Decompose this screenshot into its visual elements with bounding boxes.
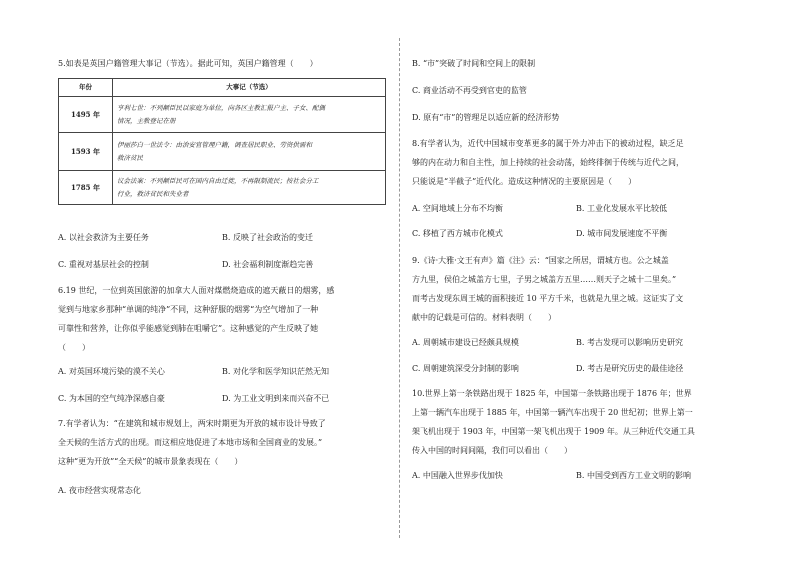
q7-line: 这种“更为开放”“全天候”的城市景象表现在（ ） <box>58 457 243 466</box>
q7-option-a[interactable]: A. 夜市经营实现常态化 <box>58 486 141 495</box>
table-header-year: 年份 <box>59 79 113 97</box>
table-header-events: 大事记（节选） <box>113 79 386 97</box>
q7-line: 全天候的生活方式的出现。而这相应地促进了本地市场和全国商业的发展。” <box>58 438 323 447</box>
q6-option-a[interactable]: A. 对英国环境污染的漠不关心 <box>58 367 165 376</box>
table-cell-year: 1495 年 <box>59 97 113 133</box>
q10-stem <box>412 384 695 460</box>
q10-line: 传入中国的时间间隔，我们可以看出（ ） <box>412 446 572 455</box>
q6-option-d[interactable]: D. 为工业文明到来而兴奋不已 <box>222 394 330 403</box>
q10-option-b[interactable]: B. 中国受到西方工业文明的影响 <box>576 471 691 480</box>
q6-option-b[interactable]: B. 对化学和医学知识茫然无知 <box>222 367 329 376</box>
table-cell-year: 1593 年 <box>59 133 113 171</box>
q7-stem <box>58 414 326 471</box>
q6-line: （ ） <box>58 343 90 352</box>
q8-option-b[interactable]: B. 工业化发展水平比较低 <box>576 204 667 213</box>
q10-line: 上第一辆汽车出现于 1885 年，中国第一辆汽车出现于 20 世纪初；世界上第一 <box>412 408 693 417</box>
table-cell-event <box>113 171 386 205</box>
q8-line: 够的内在动力和自主性，加上持续的社会动荡，始终徘徊于传统与近代之间， <box>412 158 684 167</box>
event-line: 亨利七世：不列颠臣民以家庭为单位，向各区主教汇报户主、子女、配偶 <box>117 103 325 112</box>
q5-option-a[interactable]: A. 以社会救济为主要任务 <box>58 233 149 242</box>
q9-line: 9.《诗·大雅·文王有声》篇《注》云：“国家之所居，谓城方也。公之城盖 <box>412 256 669 265</box>
q8-option-d[interactable]: D. 城市间发展速度不平衡 <box>576 229 668 238</box>
q5-table <box>58 78 386 205</box>
event-line: 议会法案：不列颠臣民可在国内自由迁徙，不再限制流民；按社会分工 <box>117 176 319 185</box>
q8-line: 8.有学者认为，近代中国城市变革更多的属于外力冲击下的被动过程，缺乏足 <box>412 139 684 148</box>
q8-line: 只能说是“半截子”近代化。造成这种情况的主要原因是（ ） <box>412 177 637 186</box>
q9-line: 献中的记载是可信的。材料表明（ ） <box>412 313 556 322</box>
q6-line: 6.19 世纪，一位到英国旅游的加拿大人面对煤燃烧造成的遮天蔽日的烟雾，感 <box>58 286 335 295</box>
q9-line: 而考古发现东周王城的面积接近 10 平方千米，也就是九里之城。这证实了文 <box>412 294 684 303</box>
table-row <box>59 97 386 133</box>
q5-option-b[interactable]: B. 反映了社会政治的变迁 <box>222 233 313 242</box>
table-row <box>59 133 386 171</box>
event-line: 情况，主教登记在册 <box>117 116 176 125</box>
q7-line: 7.有学者认为：“在建筑和城市规划上，两宋时期更为开放的城市设计导致了 <box>58 419 326 428</box>
q9-option-d[interactable]: D. 考古是研究历史的最佳途径 <box>576 364 684 373</box>
q5-option-d[interactable]: D. 社会福利制度渐趋完善 <box>222 260 314 269</box>
event-line: 救济贫民 <box>117 153 143 162</box>
q7-option-c[interactable]: C. 商业活动不再受到官吏的监管 <box>412 86 527 95</box>
q5-stem: 5.如表是英国户籍管理大事记（节选）。据此可知，英国户籍管理（ ） <box>58 59 318 68</box>
q8-option-c[interactable]: C. 移植了西方城市化模式 <box>412 229 503 238</box>
q6-line: 觉到与地家乡那种“单调的纯净”不同，这种舒服的烟雾“为空气增加了一种 <box>58 305 319 314</box>
q6-option-c[interactable]: C. 为本国的空气纯净深感自豪 <box>58 394 165 403</box>
q10-option-a[interactable]: A. 中国融入世界步伐加快 <box>412 471 503 480</box>
table-header-row <box>59 79 386 97</box>
q6-line: 可靠性和营养，让你似乎能感觉到肺在咀嚼它”。这种感觉的产生反映了她 <box>58 324 319 333</box>
table-cell-event <box>113 133 386 171</box>
q7-option-b[interactable]: B. “市”突破了时间和空间上的限制 <box>412 59 536 68</box>
q8-option-a[interactable]: A. 空间地域上分布不均衡 <box>412 204 503 213</box>
q10-line: 10.世界上第一条铁路出现于 1825 年，中国第一条铁路出现于 1876 年；世界 <box>412 389 692 398</box>
q7-option-d[interactable]: D. 原有“市”的管理足以适应新的经济形势 <box>412 113 560 122</box>
q9-line: 方九里，侯伯之城盖方七里，子男之城盖方五里……则天子之城十二里矣。” <box>412 275 677 284</box>
q10-line: 架飞机出现于 1903 年，中国第一架飞机出现于 1909 年。从三种近代交通工具 <box>412 427 695 436</box>
q8-stem <box>412 134 684 191</box>
q9-option-a[interactable]: A. 周朝城市建设已经颇具规模 <box>412 338 519 347</box>
table-row <box>59 171 386 205</box>
event-line: 伊丽莎白一世法令：由治安官管理户籍，调查居民职业、劳资供需和 <box>117 140 312 149</box>
q9-option-c[interactable]: C. 周朝建筑深受分封制的影响 <box>412 364 519 373</box>
q6-stem <box>58 281 334 357</box>
q5-option-c[interactable]: C. 重视对基层社会的控制 <box>58 260 149 269</box>
q9-option-b[interactable]: B. 考古发现可以影响历史研究 <box>576 338 683 347</box>
table-cell-year: 1785 年 <box>59 171 113 205</box>
event-line: 行业，救济贫民和失业者 <box>117 189 189 198</box>
column-divider <box>399 38 400 538</box>
q9-stem <box>412 251 683 327</box>
table-cell-event <box>113 97 386 133</box>
